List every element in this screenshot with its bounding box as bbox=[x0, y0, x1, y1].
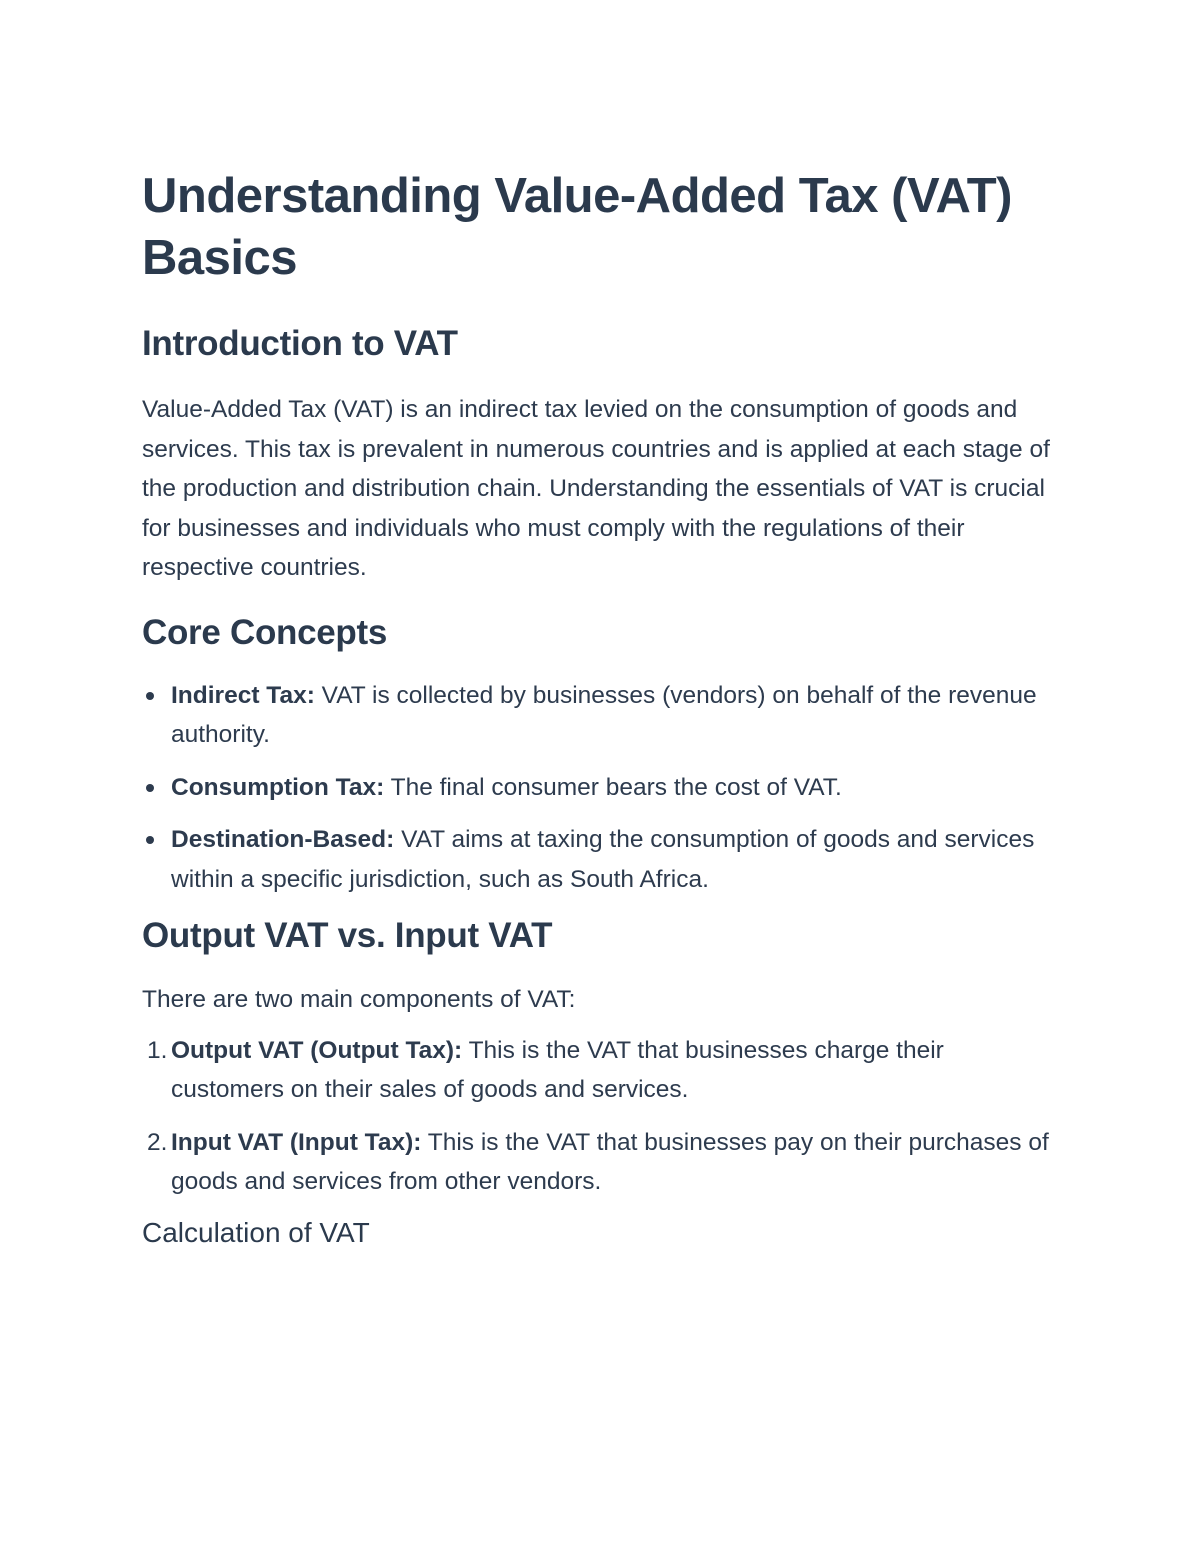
bullet-icon bbox=[146, 784, 154, 792]
components-list bbox=[142, 1031, 1062, 1202]
core-concepts-list bbox=[142, 676, 1062, 900]
list-item bbox=[142, 768, 1062, 808]
heading-calculation: Calculation of VAT bbox=[142, 1216, 370, 1248]
bullet-icon bbox=[146, 836, 154, 844]
term-description: This is the VAT that businesses charge their customers on their sales of goods and services. bbox=[171, 1036, 944, 1103]
heading-core-concepts: Core Concepts bbox=[142, 612, 388, 652]
term-description: VAT aims at taxing the consumption of goods and services within a specific jurisdiction, such as South Africa. bbox=[171, 826, 1035, 893]
heading-introduction: Introduction to VAT bbox=[142, 324, 458, 363]
term-description: VAT is collected by businesses (vendors) on behalf of the revenue authority. bbox=[171, 681, 1037, 748]
document-title: Understanding Value-Added Tax (VAT) Basics bbox=[142, 169, 1013, 285]
term-label: Destination-Based: bbox=[171, 826, 395, 853]
term-label: Output VAT (Output Tax): bbox=[171, 1036, 463, 1064]
components-intro: There are two main components of VAT: bbox=[142, 986, 576, 1013]
term-label: Input VAT (Input Tax): bbox=[171, 1128, 422, 1156]
intro-paragraph: Value-Added Tax (VAT) is an indirect tax levied on the consumption of goods and services. This tax is prevalent in numerous countries and is applied at each stage of the production and distribution chain. Understanding the essentials of VAT is crucial for businesses and individuals who must comply with the regulations of their respective countries. bbox=[142, 396, 1050, 581]
item-number: 1. bbox=[147, 1036, 168, 1064]
list-item bbox=[142, 1123, 1062, 1202]
list-item bbox=[142, 676, 1062, 755]
term-label: Indirect Tax: bbox=[171, 681, 315, 709]
document-page bbox=[142, 165, 1062, 1251]
bullet-icon bbox=[146, 692, 154, 700]
term-label: Consumption Tax: bbox=[171, 773, 385, 801]
heading-output-input-vat: Output VAT vs. Input VAT bbox=[142, 916, 553, 955]
list-item bbox=[142, 820, 1062, 899]
term-description: This is the VAT that businesses pay on their purchases of goods and services from other vendors. bbox=[171, 1128, 1049, 1195]
term-description: The final consumer bears the cost of VAT. bbox=[384, 773, 842, 801]
list-item bbox=[142, 1031, 1062, 1110]
item-number: 2. bbox=[147, 1128, 168, 1156]
